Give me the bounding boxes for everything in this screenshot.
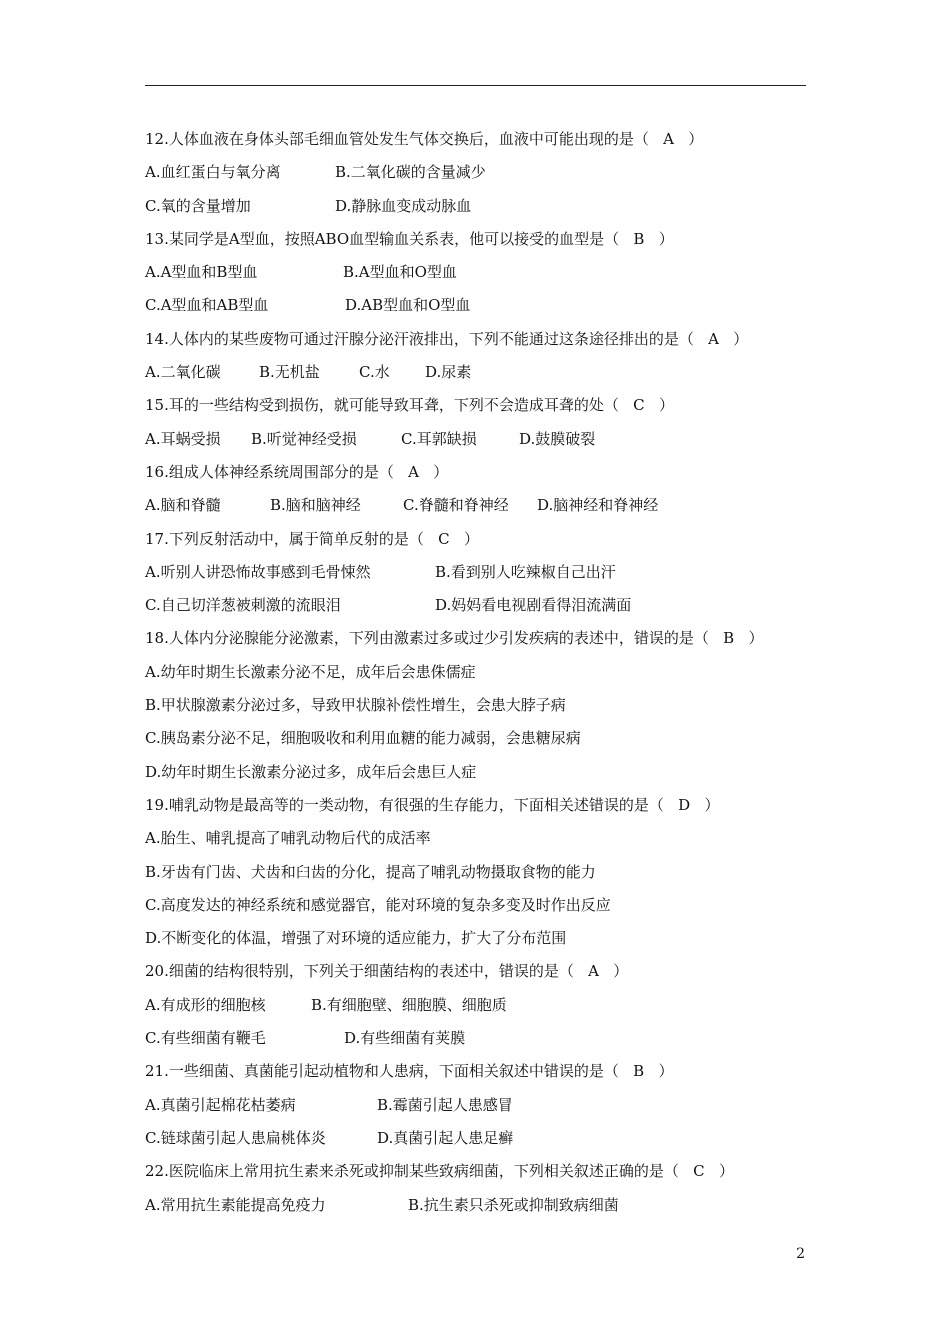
question-list xyxy=(145,123,825,1222)
option-text: C.有些细菌有鞭毛 xyxy=(145,1029,266,1048)
options-line xyxy=(145,1122,825,1155)
options-line xyxy=(145,1022,825,1055)
options-line xyxy=(145,589,825,622)
option-text: A.A型血和B型血 xyxy=(145,263,258,282)
options-line xyxy=(145,289,825,322)
option-text: A.脑和脊髓 xyxy=(145,496,221,515)
option-text: D.妈妈看电视剧看得泪流满面 xyxy=(435,596,632,615)
question-line: B.牙齿有门齿、犬齿和臼齿的分化，提高了哺乳动物摄取食物的能力 xyxy=(145,862,596,881)
question-line: C.胰岛素分泌不足，细胞吸收和利用血糖的能力减弱，会患糖尿病 xyxy=(145,729,581,748)
option-text: D.脑神经和脊神经 xyxy=(537,496,659,515)
option-text: A.听别人讲恐怖故事感到毛骨悚然 xyxy=(145,562,371,581)
question-line: B.甲状腺激素分泌过多，导致甲状腺补偿性增生，会患大脖子病 xyxy=(145,696,566,715)
option-text: D.真菌引起人患足癣 xyxy=(377,1128,514,1147)
option-text: C.自己切洋葱被刺激的流眼泪 xyxy=(145,596,341,615)
option-text: D.AB型血和O型血 xyxy=(345,296,471,315)
options-line xyxy=(145,489,825,522)
option-text: A.常用抗生素能提高免疫力 xyxy=(145,1195,326,1214)
question-line: C.高度发达的神经系统和感觉器官，能对环境的复杂多变及时作出反应 xyxy=(145,895,611,914)
option-text: B.A型血和O型血 xyxy=(343,263,457,282)
option-text: C.链球菌引起人患扁桃体炎 xyxy=(145,1128,326,1147)
option-text: A.二氧化碳 xyxy=(145,363,221,382)
question-line: A.幼年时期生长激素分泌不足，成年后会患侏儒症 xyxy=(145,662,476,681)
question-line: 12.人体血液在身体头部毛细血管处发生气体交换后，血液中可能出现的是（ A ） xyxy=(145,130,704,148)
question-line: 22.医院临床上常用抗生素来杀死或抑制某些致病细菌，下列相关叙述正确的是（ C ） xyxy=(145,1162,734,1181)
option-text: A.真菌引起棉花枯萎病 xyxy=(145,1095,296,1114)
option-text: B.抗生素只杀死或抑制致病细菌 xyxy=(408,1195,619,1214)
question-line: 15.耳的一些结构受到损伤，就可能导致耳聋，下列不会造成耳聋的处（ C ） xyxy=(145,396,674,415)
question-line: D.不断变化的体温，增强了对环境的适应能力，扩大了分布范围 xyxy=(145,929,567,948)
options-line xyxy=(145,1189,825,1222)
option-text: A.有成形的细胞核 xyxy=(145,995,266,1014)
option-text: B.无机盐 xyxy=(259,363,320,382)
question-line: 17.下列反射活动中，属于简单反射的是（ C ） xyxy=(145,529,479,548)
options-line xyxy=(145,356,825,389)
question-line: D.幼年时期生长激素分泌过多，成年后会患巨人症 xyxy=(145,762,477,781)
options-line xyxy=(145,1089,825,1122)
option-text: D.尿素 xyxy=(425,363,472,382)
question-line: 13.某同学是A型血，按照ABO血型输血关系表，他可以接受的血型是（ B ） xyxy=(145,229,674,248)
option-text: B.霉菌引起人患感冒 xyxy=(377,1095,513,1114)
question-line: 21.一些细菌、真菌能引起动植物和人患病，下面相关叙述中错误的是（ B ） xyxy=(145,1062,674,1081)
option-text: B.有细胞壁、细胞膜、细胞质 xyxy=(311,995,507,1014)
options-line xyxy=(145,190,825,223)
option-text: A.血红蛋白与氧分离 xyxy=(145,163,281,182)
option-text: C.脊髓和脊神经 xyxy=(403,496,509,515)
option-text: A.耳蜗受损 xyxy=(145,429,221,448)
option-text: C.氧的含量增加 xyxy=(145,196,251,215)
options-line xyxy=(145,256,825,289)
option-text: C.水 xyxy=(359,363,390,382)
option-text: B.脑和脑神经 xyxy=(270,496,361,515)
header-rule xyxy=(145,85,806,86)
options-line xyxy=(145,989,825,1022)
question-line: 20.细菌的结构很特别，下列关于细菌结构的表述中，错误的是（ A ） xyxy=(145,962,629,981)
question-line: 18.人体内分泌腺能分泌激素，下列由激素过多或过少引发疾病的表述中，错误的是（ B ） xyxy=(145,629,764,648)
option-text: C.耳郭缺损 xyxy=(401,429,477,448)
question-line: 14.人体内的某些废物可通过汗腺分泌汗液排出，下列不能通过这条途径排出的是（ A ） xyxy=(145,329,749,348)
option-text: B.二氧化碳的含量减少 xyxy=(335,163,486,182)
question-line: A.胎生、哺乳提高了哺乳动物后代的成活率 xyxy=(145,829,431,848)
option-text: D.有些细菌有荚膜 xyxy=(344,1029,466,1048)
page-number: 2 xyxy=(796,1246,805,1262)
option-text: D.静脉血变成动脉血 xyxy=(335,196,472,215)
option-text: D.鼓膜破裂 xyxy=(519,429,596,448)
option-text: C.A型血和AB型血 xyxy=(145,296,269,315)
options-line xyxy=(145,556,825,589)
option-text: B.看到别人吃辣椒自己出汗 xyxy=(435,562,616,581)
options-line xyxy=(145,156,825,189)
option-text: B.听觉神经受损 xyxy=(251,429,357,448)
options-line xyxy=(145,423,825,456)
question-line: 16.组成人体神经系统周围部分的是（ A ） xyxy=(145,462,449,481)
question-line: 19.哺乳动物是最高等的一类动物，有很强的生存能力，下面相关述错误的是（ D ） xyxy=(145,795,720,814)
